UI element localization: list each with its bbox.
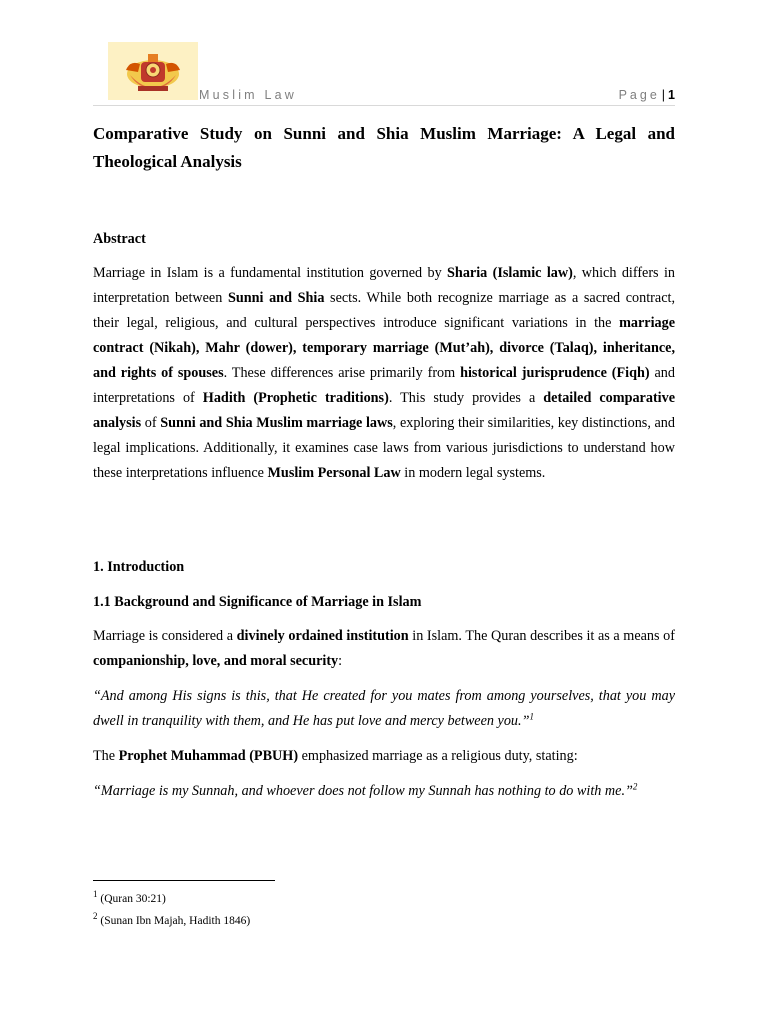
page-separator: | [661,88,666,102]
quran-quote: “And among His signs is this, that He created for you mates from among yourselves, that you may dwell in tranquility with them, and He has put love and mercy between you.”$^1$ [93,688,675,729]
page-label: Page [618,88,660,102]
footnote-ref-1: 1 [529,711,534,722]
footnote-1: $^1$ (Quran 30:21) [93,889,166,905]
document-title: Comparative Study on Sunni and Shia Muslim Marriage: A Legal and Theological Analysis [93,124,675,171]
intro-paragraph-2: The Prophet Muhammad (PBUH) emphasized marriage as a religious duty, stating: [93,748,578,764]
page-number: 1 [668,88,675,102]
introduction-heading: 1. Introduction [93,559,185,575]
footnote-divider [93,880,275,881]
footnote-ref-2: 2 [632,781,638,792]
logo-emblem [108,42,198,100]
footnote-2: $^2$ (Sunan Ibn Majah, Hadith 1846) [93,911,251,927]
intro-paragraph-1: Marriage is considered a divinely ordained institution in Islam. The Quran describes it as a means of companionship, love, and moral security: [93,628,675,669]
abstract-paragraph: Marriage in Islam is a fundamental institution governed by Sharia (Islamic law), which differs in interpretation between Sunni and Shia sects. While both recognize marriage as a sacred contract, their legal, religious, and cultural perspectives introduce significant variations in the marriage contract (Nikah), Mahr (dower), temporary marriage (Mut’ah), divorce (Talaq), inheritance, and rights of spouses. These differences arise primarily from historical jurisprudence (Fiqh) and interpretations of Hadith (Prophetic traditions). This study provides a detailed comparative analysis of Sunni and Shia Muslim marriage laws, exploring their similarities, key distinctions, and legal implications. Additionally, it examines case laws from various jurisdictions to understand how these interpretations influence Muslim Personal Law in modern legal systems. [93,265,676,481]
section-subheading: 1.1 Background and Significance of Marriage in Islam [93,594,422,610]
page-number-header [619,88,675,102]
abstract-heading: Abstract [93,231,146,247]
hadith-quote: “Marriage is my Sunnah, and whoever does not follow my Sunnah has nothing to do with me.”$^2$ [93,781,638,799]
running-header-title: Muslim Law [199,88,297,102]
header-divider [93,105,675,106]
